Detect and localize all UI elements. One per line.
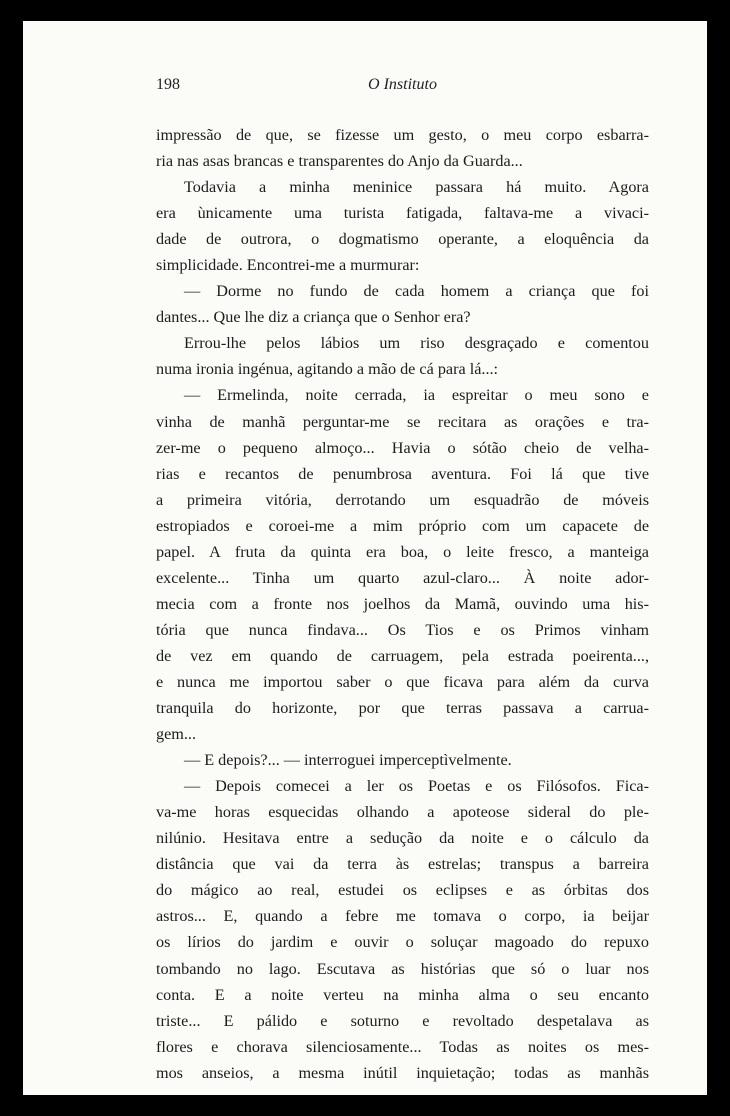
text-line: estropiados e coroei-me a mim próprio com um capacete de (156, 516, 649, 535)
text-line: conta. E a noite verteu na minha alma o seu encanto (156, 985, 649, 1004)
text-line: mos anseios, a mesma inútil inquietação; todas as manhãs (156, 1063, 649, 1082)
text-line: — Ermelinda, noite cerrada, ia espreitar o meu sono e (184, 386, 649, 405)
text-line: numa ironia ingénua, agitando a mão de cá para lá...: (156, 360, 499, 379)
text-line: flores e chorava silenciosamente... Todas as noites os mes- (156, 1037, 649, 1056)
text-line: tória que nunca findava... Os Tios e os Primos vinham (156, 620, 649, 639)
text-line: e nunca me importou saber o que ficava para além da curva (156, 672, 649, 691)
text-line: ria nas asas brancas e transparentes do Anjo da Guarda... (156, 152, 523, 171)
text-line: mecia com a fronte nos joelhos da Mamã, ouvindo uma his- (156, 594, 649, 613)
text-line: triste... E pálido e soturno e revoltado despetalava as (156, 1011, 649, 1030)
text-line: dantes... Que lhe diz a criança que o Senhor era? (156, 308, 471, 327)
text-line: tranquila do horizonte, por que terras passava a carrua- (156, 699, 649, 718)
text-line: — E depois?... — interroguei imperceptìvelmente. (184, 751, 512, 770)
text-line: dade de outrora, o dogmatismo operante, a eloquência da (156, 230, 649, 249)
text-line: excelente... Tinha um quarto azul-claro... À noite ador- (156, 568, 649, 587)
page-number: 198 (156, 76, 180, 93)
text-line: va-me horas esquecidas olhando a apoteose sideral do ple- (156, 803, 649, 822)
text-line: zer-me o pequeno almoço... Havia o sótão cheio de velha- (156, 438, 649, 457)
text-line: astros... E, quando a febre me tomava o corpo, ia beijar (156, 907, 649, 926)
text-line: a primeira vitória, derrotando um esquadrão de móveis (156, 490, 649, 509)
text-line: simplicidade. Encontrei-me a murmurar: (156, 256, 420, 275)
text-line: rias e recantos de penumbrosa aventura. Foi lá que tive (156, 464, 649, 483)
text-line: era ùnicamente uma turista fatigada, faltava-me a vivaci- (156, 204, 649, 223)
text-line: Todavia a minha meninice passara há muito. Agora (184, 178, 649, 197)
text-line: nilúnio. Hesitava entre a sedução da noite e o cálculo da (156, 829, 649, 848)
running-title: O Instituto (368, 76, 437, 93)
text-line: Errou-lhe pelos lábios um riso desgraçado e comentou (184, 334, 649, 353)
text-line: de vez em quando de carruagem, pela estrada poeirenta..., (156, 646, 649, 665)
text-line: — Dorme no fundo de cada homem a criança que foi (184, 282, 649, 301)
text-line: os lírios do jardim e ouvir o soluçar magoado do repuxo (156, 933, 649, 952)
text-line: gem... (156, 725, 197, 744)
text-line: impressão de que, se fizesse um gesto, o meu corpo esbarra- (156, 126, 649, 144)
text-line: tombando no lago. Escutava as histórias que só o luar nos (156, 959, 649, 978)
page-header (156, 76, 649, 98)
book-page (23, 21, 707, 1095)
text-line: distância que vai da terra às estrelas; transpus a barreira (156, 855, 649, 874)
text-line: papel. A fruta da quinta era boa, o leite fresco, a manteiga (156, 542, 649, 561)
text-line: — Depois comecei a ler os Poetas e os Filósofos. Fica- (184, 777, 649, 796)
body-text (156, 122, 649, 1086)
text-line: vinha de manhã perguntar-me se recitara as orações e tra- (156, 412, 649, 431)
text-line: do mágico ao real, estudei os eclipses e as órbitas dos (156, 881, 649, 900)
